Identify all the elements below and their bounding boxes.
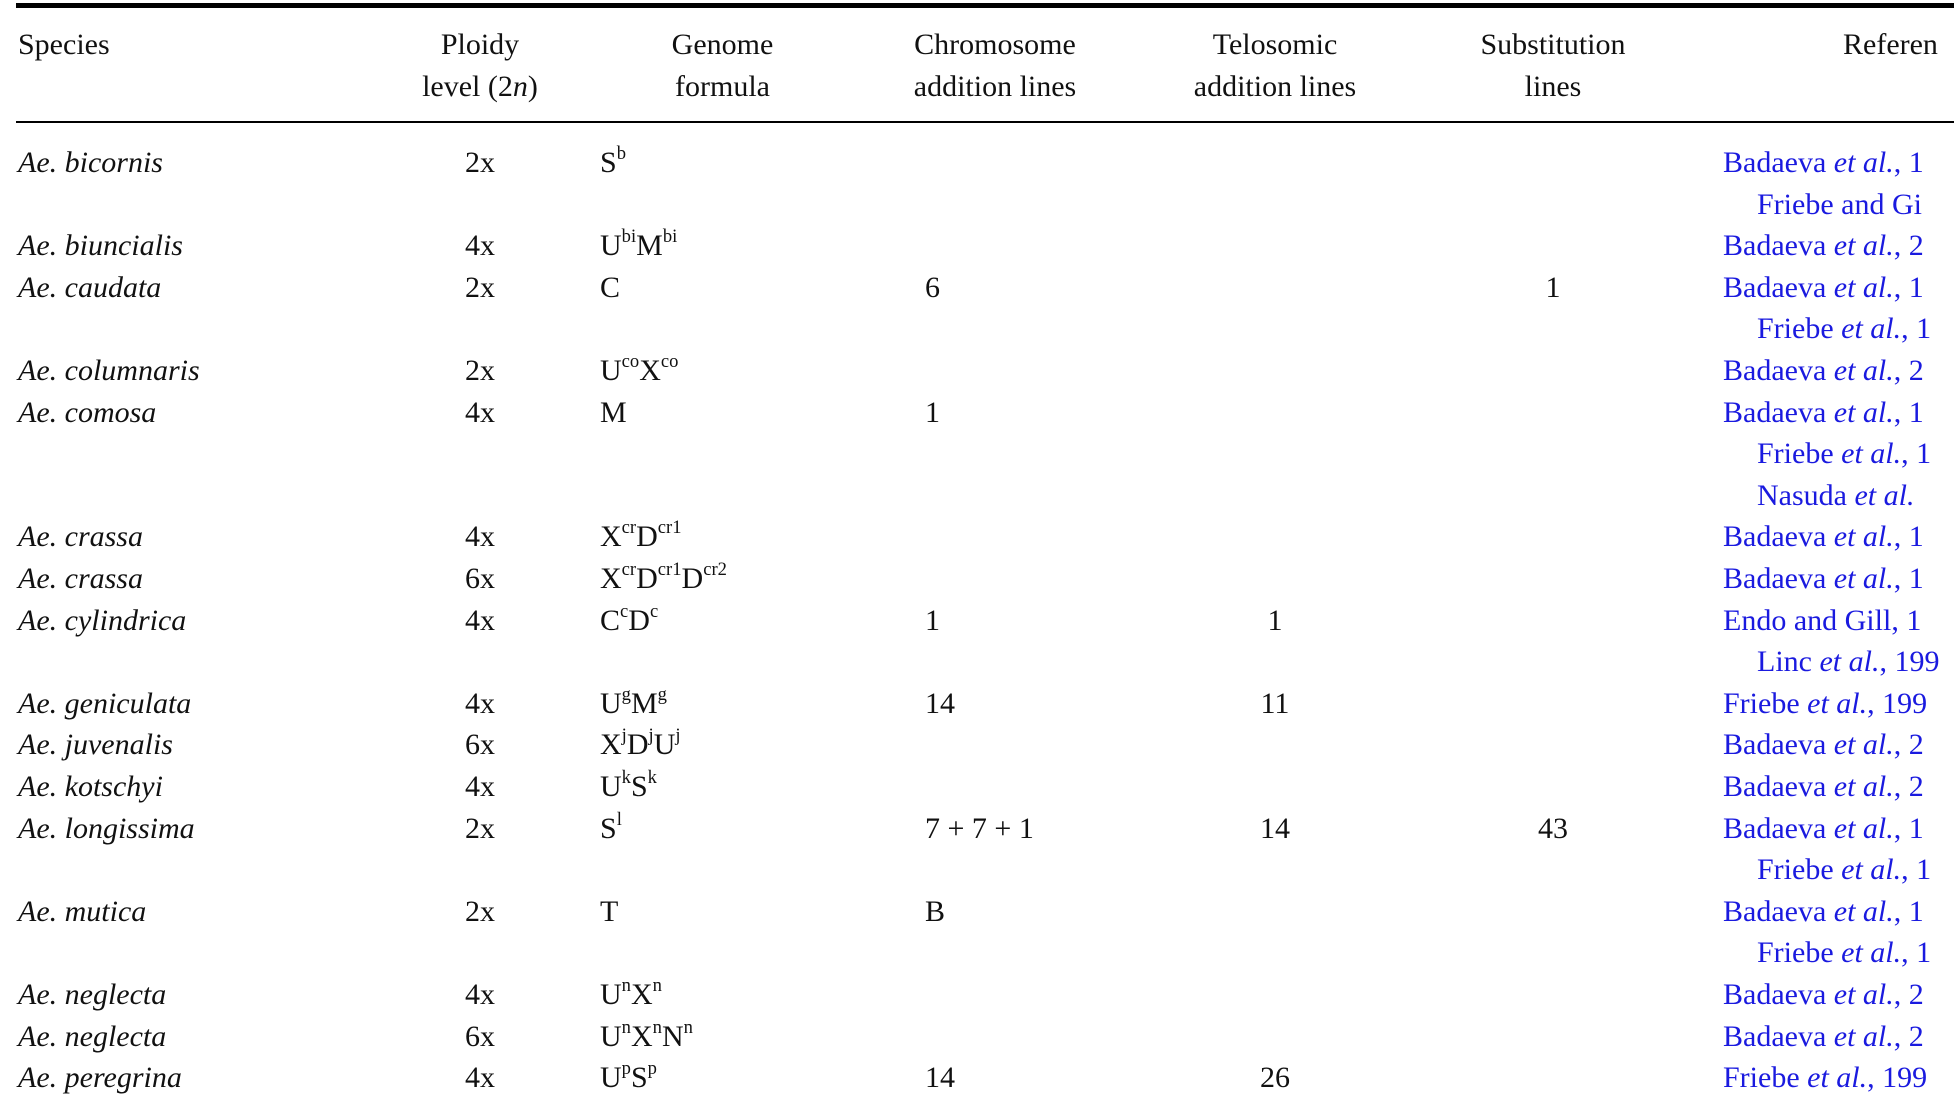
ploidy-level: 2x [465, 270, 495, 304]
ploidy-level: 4x [465, 770, 495, 803]
substitution-lines: 1 [1545, 270, 1561, 304]
reference-link[interactable]: Badaeva et al., 1 [1723, 270, 1924, 304]
reference-link[interactable]: Friebe et al., 199 [1723, 1061, 1928, 1095]
genome-formula: $U^{bi}M^{bi}$ [600, 226, 678, 263]
chromosome-addition-lines: 7 + 7 + 1 [925, 811, 1034, 845]
chromosome-addition-lines: 14 [925, 1061, 955, 1095]
header-substitution [1440, 24, 1666, 108]
genome-formula: $U^{co}X^{co}$ [600, 350, 679, 387]
header-genome-line1: Genome [671, 28, 774, 61]
genome-formula: $U^gM^g$ [600, 683, 667, 720]
species-name: Ae. caudata [18, 270, 162, 304]
reference-link[interactable]: Badaeva et al., 2 [1723, 978, 1924, 1011]
telosomic-addition-lines: 14 [1260, 811, 1290, 845]
reference-link[interactable]: Linc et al., 199 [1757, 645, 1940, 679]
reference-link[interactable]: Friebe and Gi [1757, 187, 1922, 221]
header-chrom-line1: Chromosome [914, 28, 1076, 61]
reference-link[interactable]: Badaeva et al., 1 [1723, 520, 1924, 554]
telosomic-addition-lines: 11 [1260, 686, 1290, 720]
species-name: Ae. crassa [18, 562, 143, 595]
reference-link[interactable]: Endo and Gill, 1 [1723, 603, 1922, 637]
species-name: Ae. peregrina [18, 1061, 182, 1095]
genome-formula: $C^cD^c$ [600, 600, 659, 637]
header-genome-line2: formula [675, 70, 770, 103]
reference-link[interactable]: Badaeva et al., 1 [1723, 562, 1924, 595]
header-chromosome-addition [880, 24, 1110, 108]
species-name: Ae. longissima [18, 811, 195, 845]
genome-formula: $X^{cr}D^{cr1}$ [600, 517, 682, 554]
reference-link[interactable]: Badaeva et al., 1 [1723, 811, 1924, 845]
reference-link[interactable]: Badaeva et al., 2 [1723, 728, 1924, 762]
ploidy-level: 2x [465, 811, 495, 845]
species-name: Ae. neglecta [18, 978, 167, 1011]
ploidy-level: 2x [465, 354, 495, 387]
ploidy-level: 2x [465, 146, 495, 179]
chromosome-addition-lines: 1 [925, 603, 940, 637]
species-name: Ae. cylindrica [18, 603, 187, 637]
substitution-lines: 43 [1538, 811, 1568, 845]
header-subst-line1: Substitution [1480, 28, 1626, 61]
reference-link[interactable]: Badaeva et al., 1 [1723, 894, 1924, 928]
header-references [1843, 24, 1938, 66]
telosomic-addition-lines: 1 [1267, 603, 1283, 637]
ploidy-level: 2x [465, 894, 495, 928]
header-chrom-line2: addition lines [913, 70, 1077, 103]
reference-link[interactable]: Friebe et al., 1 [1757, 437, 1932, 471]
ploidy-level: 4x [465, 229, 495, 263]
ploidy-level: 4x [465, 978, 495, 1011]
header-subst-line2: lines [1524, 70, 1582, 103]
genome-formula: T [600, 894, 619, 928]
species-name: Ae. crassa [18, 520, 143, 554]
ploidy-level: 6x [465, 728, 495, 762]
genome-formula: $U^pS^p$ [600, 1058, 657, 1095]
species-name: Ae. bicornis [18, 146, 163, 179]
telosomic-addition-lines: 26 [1260, 1061, 1290, 1095]
chromosome-addition-lines: B [925, 894, 946, 928]
header-ref-line2: Referen [1843, 28, 1938, 61]
ploidy-level: 4x [465, 1061, 495, 1095]
genome-formula: $S^b$ [600, 142, 626, 179]
header-genome [640, 24, 805, 108]
species-name: Ae. kotschyi [18, 770, 163, 803]
reference-link[interactable]: Badaeva et al., 2 [1723, 354, 1924, 387]
reference-link[interactable]: Friebe et al., 199 [1723, 686, 1928, 720]
species-name: Ae. juvenalis [18, 728, 173, 762]
genome-formula: C [600, 270, 621, 304]
species-name: Ae. neglecta [18, 1019, 167, 1053]
reference-link[interactable]: Badaeva et al., 1 [1723, 146, 1924, 179]
ploidy-level: 6x [465, 1019, 495, 1053]
species-name: Ae. geniculata [18, 686, 192, 720]
genome-formula: $X^{cr}D^{cr1}D^{cr2}$ [600, 558, 727, 595]
reference-link[interactable]: Badaeva et al., 2 [1723, 229, 1924, 263]
genome-formula: $S^l$ [600, 808, 622, 845]
header-telosomic-addition [1160, 24, 1390, 108]
reference-link[interactable]: Badaeva et al., 1 [1723, 395, 1924, 429]
ploidy-level: 6x [465, 562, 495, 595]
chromosome-addition-lines: 6 [925, 270, 940, 304]
header-species-line2: Species [18, 28, 110, 61]
reference-link[interactable]: Badaeva et al., 2 [1723, 770, 1924, 803]
header-telo-line2: addition lines [1193, 70, 1357, 103]
header-telo-line1: Telosomic [1212, 28, 1338, 61]
species-name: Ae. biuncialis [18, 229, 183, 263]
header-ploidy [400, 24, 560, 108]
reference-link[interactable]: Friebe et al., 1 [1757, 312, 1932, 346]
genome-formula: $X^jD^jU^j$ [600, 725, 681, 762]
reference-link[interactable]: Nasuda et al. [1757, 478, 1915, 512]
genome-formula: M [600, 395, 627, 429]
header-ploidy-line1: Ploidy [440, 28, 520, 61]
header-bottom-rule [16, 121, 1954, 123]
species-name: Ae. mutica [18, 894, 147, 928]
reference-link[interactable]: Friebe et al., 1 [1757, 936, 1932, 970]
ploidy-level: 4x [465, 686, 495, 720]
header-species [18, 24, 110, 66]
ploidy-level: 4x [465, 603, 495, 637]
chromosome-addition-lines: 14 [925, 686, 955, 720]
genome-formula: $U^kS^k$ [600, 766, 657, 803]
genome-formula: $U^nX^nN^n$ [600, 1016, 693, 1053]
table-top-rule [16, 3, 1954, 8]
genome-formula: $U^nX^n$ [600, 974, 662, 1011]
chromosome-addition-lines: 1 [925, 395, 940, 429]
header-ploidy-line2: level (2n) [422, 70, 538, 103]
reference-link[interactable]: Badaeva et al., 2 [1723, 1019, 1924, 1053]
ploidy-level: 4x [465, 520, 495, 554]
ploidy-level: 4x [465, 395, 495, 429]
species-name: Ae. comosa [18, 395, 157, 429]
species-name: Ae. columnaris [18, 354, 200, 387]
reference-link[interactable]: Friebe et al., 1 [1757, 853, 1932, 887]
